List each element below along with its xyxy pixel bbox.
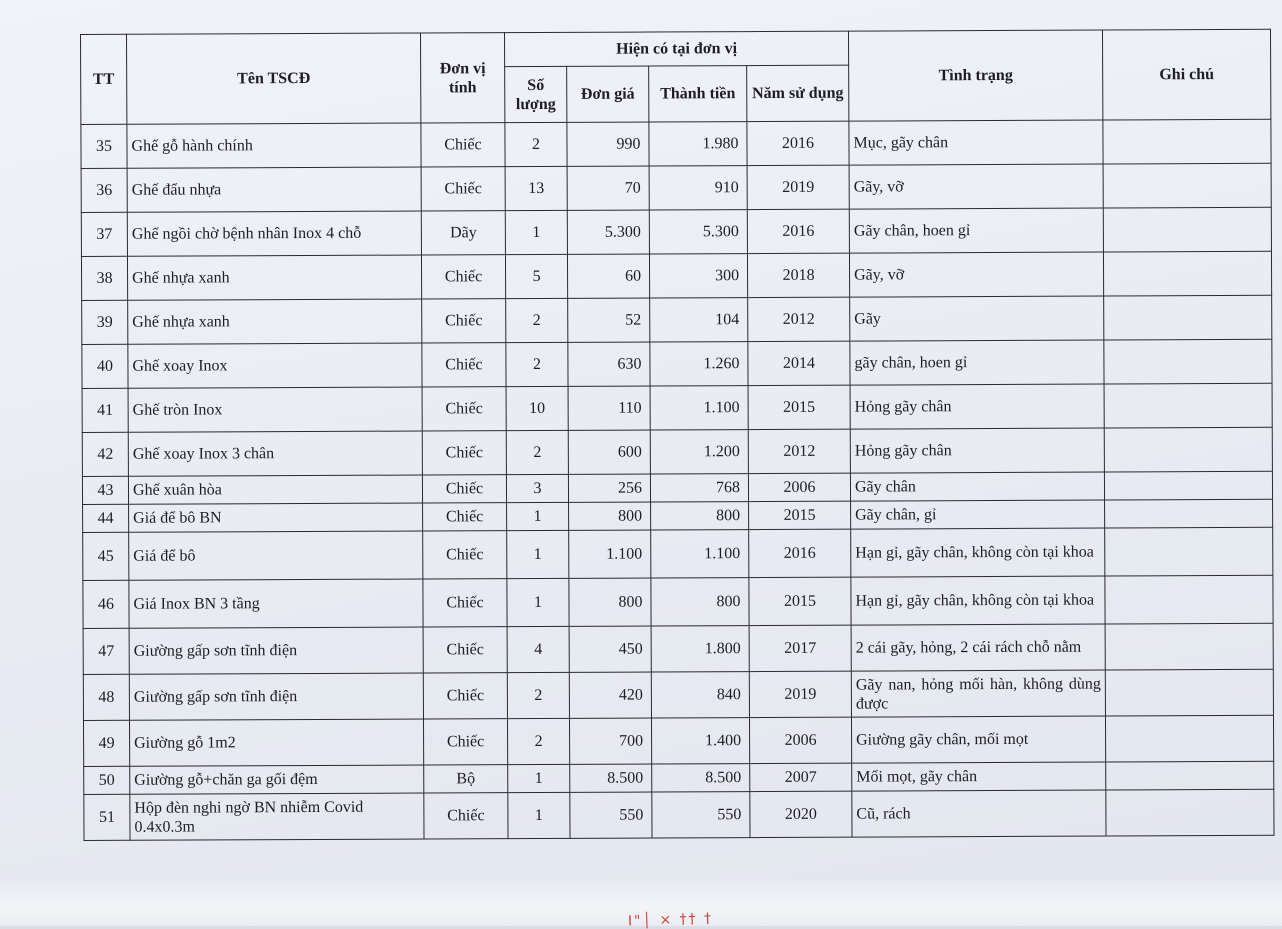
cell-tt: 43 [82, 476, 128, 504]
cell-qty: 5 [505, 254, 567, 298]
cell-year: 2019 [749, 671, 851, 717]
cell-unit: Chiếc [423, 719, 507, 765]
cell-tt: 41 [82, 388, 128, 432]
cell-tt: 40 [82, 344, 128, 388]
cell-total: 840 [651, 672, 749, 718]
cell-name: Ghế nhựa xanh [128, 299, 422, 344]
header-row-1 [81, 29, 1271, 68]
cell-price: 630 [568, 342, 650, 386]
cell-name: Hộp đèn nghi ngờ BN nhiễm Covid 0.4x0.3m [130, 793, 424, 840]
cell-status: gãy chân, hoen gỉ [850, 340, 1104, 385]
cell-price: 60 [567, 254, 649, 298]
cell-price: 70 [567, 166, 649, 210]
table-row [84, 789, 1274, 840]
cell-note [1106, 761, 1274, 790]
cell-name: Ghế đẩu nhựa [127, 167, 421, 212]
cell-status: Gãy chân, gỉ [851, 500, 1105, 529]
table-row [81, 119, 1271, 168]
cell-year: 2015 [749, 577, 851, 625]
cell-status: Hỏng gãy chân [850, 384, 1104, 429]
cell-year: 2017 [749, 625, 851, 671]
cell-year: 2014 [748, 341, 850, 385]
cell-note [1104, 339, 1272, 384]
cell-tt: 37 [81, 212, 127, 256]
cell-total: 8.500 [652, 764, 750, 792]
cell-total: 800 [651, 502, 749, 530]
cell-year: 2006 [748, 473, 850, 501]
cell-status: Gãy chân, hoen gỉ [849, 208, 1103, 253]
cell-qty: 1 [505, 210, 567, 254]
cell-total: 550 [652, 792, 750, 838]
cell-note [1104, 427, 1272, 472]
cell-status: 2 cái gãy, hỏng, 2 cái rách chỗ nằm [851, 624, 1105, 671]
cell-unit: Chiếc [423, 531, 507, 579]
cell-note [1105, 575, 1273, 624]
cell-status: Gãy, vỡ [849, 252, 1103, 297]
cell-qty: 1 [507, 578, 569, 626]
cell-price: 700 [569, 718, 651, 764]
cell-tt: 44 [83, 504, 129, 532]
cell-tt: 36 [81, 168, 127, 212]
cell-qty: 2 [507, 718, 569, 764]
cell-status: Hạn gỉ, gãy chân, không còn tại khoa [851, 576, 1105, 625]
cell-price: 1.100 [569, 530, 651, 578]
table-row [81, 163, 1271, 212]
cell-name: Ghế xoay Inox 3 chân [128, 431, 422, 476]
red-handwritten-marks: I"│ × †† † [627, 910, 714, 929]
cell-year: 2015 [748, 385, 850, 429]
cell-unit: Chiếc [421, 255, 505, 299]
cell-price: 450 [569, 626, 651, 672]
header-price: Đơn giá [567, 66, 649, 122]
cell-qty: 3 [506, 474, 568, 502]
table-body [81, 119, 1274, 840]
cell-note [1103, 251, 1271, 296]
cell-note [1105, 623, 1273, 670]
cell-price: 550 [570, 792, 652, 838]
cell-name: Ghế gỗ hành chính [127, 123, 421, 168]
cell-unit: Chiếc [423, 627, 507, 673]
cell-qty: 2 [505, 122, 567, 166]
table-row [81, 207, 1271, 256]
cell-price: 5.300 [567, 210, 649, 254]
table-row [82, 339, 1272, 388]
cell-note [1105, 527, 1273, 576]
cell-unit: Chiếc [422, 387, 506, 431]
cell-status: Mục, gãy chân [849, 120, 1103, 165]
cell-total: 5.300 [649, 210, 747, 254]
cell-year: 2016 [747, 121, 849, 165]
cell-unit: Chiếc [423, 673, 507, 719]
table-row [83, 527, 1273, 580]
cell-note [1105, 499, 1273, 528]
cell-total: 910 [649, 166, 747, 210]
cell-tt: 35 [81, 124, 127, 168]
cell-tt: 38 [81, 256, 127, 300]
cell-name: Giường gấp sơn tĩnh điện [129, 627, 423, 674]
cell-qty: 10 [506, 386, 568, 430]
cell-qty: 2 [506, 342, 568, 386]
cell-note [1106, 789, 1274, 836]
cell-status: Cũ, rách [852, 790, 1106, 837]
cell-name: Ghế tròn Inox [128, 387, 422, 432]
cell-year: 2016 [747, 209, 849, 253]
cell-name: Ghế ngồi chờ bệnh nhân Inox 4 chỗ [127, 211, 421, 256]
cell-tt: 51 [84, 794, 130, 840]
cell-total: 1.100 [650, 386, 748, 430]
cell-qty: 2 [507, 672, 569, 718]
cell-note [1104, 471, 1272, 500]
cell-name: Giá để bô BN [129, 503, 423, 532]
cell-year: 2012 [748, 429, 850, 473]
cell-qty: 1 [508, 764, 570, 792]
cell-total: 1.400 [651, 718, 749, 764]
cell-name: Giường gấp sơn tĩnh điện [129, 673, 423, 720]
cell-year: 2020 [750, 791, 852, 837]
header-total: Thành tiền [649, 66, 747, 122]
asset-table [80, 29, 1275, 841]
cell-price: 800 [569, 578, 651, 626]
cell-price: 990 [567, 122, 649, 166]
cell-price: 8.500 [570, 764, 652, 792]
cell-qty: 4 [507, 626, 569, 672]
cell-status: Giường gãy chân, mối mọt [851, 716, 1105, 763]
cell-qty: 2 [506, 298, 568, 342]
table-row [82, 383, 1272, 432]
cell-status: Hạn gỉ, gãy chân, không còn tại khoa [851, 528, 1105, 577]
cell-tt: 42 [82, 432, 128, 476]
cell-qty: 1 [507, 530, 569, 578]
cell-total: 1.200 [650, 430, 748, 474]
cell-year: 2007 [750, 763, 852, 791]
cell-tt: 49 [83, 720, 129, 766]
header-status: Tình trạng [848, 30, 1102, 121]
header-qty: Số lượng [505, 66, 567, 122]
cell-unit: Chiếc [422, 475, 506, 503]
cell-note [1104, 383, 1272, 428]
cell-qty: 1 [508, 792, 570, 838]
cell-total: 1.980 [649, 122, 747, 166]
cell-year: 2016 [749, 529, 851, 577]
table-row [83, 715, 1273, 766]
cell-unit: Chiếc [423, 579, 507, 627]
cell-unit: Bộ [424, 765, 508, 793]
cell-name: Ghế xoay Inox [128, 343, 422, 388]
cell-status: Gãy chân [850, 472, 1104, 501]
cell-year: 2015 [749, 501, 851, 529]
cell-price: 600 [568, 430, 650, 474]
cell-tt: 45 [83, 532, 129, 580]
cell-price: 800 [569, 502, 651, 530]
table-row [81, 251, 1271, 300]
table-row [83, 623, 1273, 674]
cell-status: Gãy nan, hỏng mối hàn, không dùng được [851, 670, 1105, 717]
header-note: Ghi chú [1102, 29, 1270, 120]
table-row [83, 575, 1273, 628]
header-unit: Đơn vị tính [420, 33, 504, 123]
cell-note [1105, 715, 1273, 762]
cell-status: Gãy, vỡ [849, 164, 1103, 209]
table-row [83, 669, 1273, 720]
cell-qty: 1 [507, 502, 569, 530]
cell-price: 52 [568, 298, 650, 342]
cell-status: Hỏng gãy chân [850, 428, 1104, 473]
cell-unit: Chiếc [422, 299, 506, 343]
cell-tt: 50 [84, 766, 130, 794]
header-group: Hiện có tại đơn vị [504, 31, 848, 67]
cell-unit: Chiếc [424, 793, 508, 839]
cell-total: 1.800 [651, 626, 749, 672]
cell-year: 2019 [747, 165, 849, 209]
cell-price: 110 [568, 386, 650, 430]
table-row [82, 427, 1272, 476]
cell-name: Giá để bô [129, 531, 423, 580]
cell-note [1103, 207, 1271, 252]
cell-unit: Chiếc [422, 431, 506, 475]
cell-unit: Chiếc [421, 123, 505, 167]
header-year: Năm sử dụng [747, 65, 849, 121]
cell-note [1103, 163, 1271, 208]
cell-tt: 47 [83, 628, 129, 674]
cell-status: Gãy [850, 296, 1104, 341]
cell-total: 300 [649, 254, 747, 298]
cell-year: 2012 [748, 297, 850, 341]
header-tt: TT [81, 34, 127, 124]
cell-status: Mối mọt, gãy chân [852, 762, 1106, 791]
cell-total: 768 [650, 474, 748, 502]
cell-name: Giường gỗ 1m2 [129, 719, 423, 766]
cell-name: Ghế xuân hòa [128, 475, 422, 504]
header-name: Tên TSCĐ [127, 33, 421, 124]
cell-unit: Chiếc [423, 503, 507, 531]
cell-qty: 2 [506, 430, 568, 474]
cell-total: 1.260 [650, 342, 748, 386]
cell-unit: Dãy [421, 211, 505, 255]
table-row [82, 295, 1272, 344]
cell-total: 1.100 [651, 530, 749, 578]
cell-tt: 39 [82, 300, 128, 344]
cell-name: Giá Inox BN 3 tầng [129, 579, 423, 628]
cell-unit: Chiếc [422, 343, 506, 387]
cell-price: 256 [568, 474, 650, 502]
cell-name: Giường gỗ+chăn ga gối đệm [130, 765, 424, 794]
cell-price: 420 [569, 672, 651, 718]
cell-year: 2018 [747, 253, 849, 297]
cell-note [1103, 119, 1271, 164]
cell-tt: 48 [83, 674, 129, 720]
cell-name: Ghế nhựa xanh [127, 255, 421, 300]
cell-year: 2006 [749, 717, 851, 763]
cell-unit: Chiếc [421, 167, 505, 211]
cell-note [1104, 295, 1272, 340]
cell-tt: 46 [83, 580, 129, 628]
cell-note [1105, 669, 1273, 716]
cell-total: 104 [650, 298, 748, 342]
cell-total: 800 [651, 578, 749, 626]
cell-qty: 13 [505, 166, 567, 210]
